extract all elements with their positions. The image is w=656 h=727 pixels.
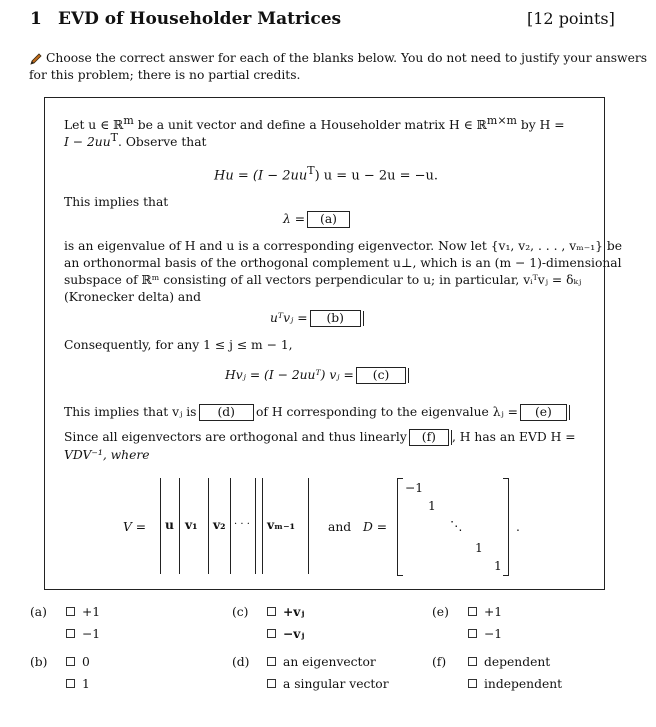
implies-text: This implies that (64, 195, 169, 209)
answer-c-option1[interactable]: +vⱼ (267, 604, 304, 620)
matrix-v-col-v1: v₁ (185, 517, 198, 532)
frame-right-rule (604, 97, 605, 590)
answer-a-label: (a) (30, 605, 47, 619)
matrix-d-entry-2: 1 (428, 499, 436, 513)
equation-hvj: Hvⱼ = (I − 2uuᵀ) vⱼ = (c) (225, 367, 409, 384)
points-label: [12 points] (527, 9, 615, 28)
answer-f-option2[interactable]: independent (468, 676, 562, 692)
matrix-d-period: . (516, 520, 520, 534)
problem-line7: Consequently, for any 1 ≤ j ≤ m − 1, (64, 338, 293, 352)
matrix-d-entry-3: 1 (475, 541, 483, 555)
matrix-d (393, 478, 515, 576)
checkbox-icon[interactable] (468, 629, 477, 638)
problem-line4: an orthonormal basis of the orthogonal complement u⊥, which is an (m − 1)-dimensional (64, 256, 622, 270)
problem-line9: Since all eigenvectors are orthogonal and thus linearly (f) , H has an EVD H = (64, 430, 576, 444)
answer-f-label: (f) (432, 655, 447, 669)
answer-b-option1[interactable]: 0 (66, 654, 90, 670)
checkbox-icon[interactable] (267, 607, 276, 616)
checkbox-icon[interactable] (468, 679, 477, 688)
answer-a-option1[interactable]: +1 (66, 604, 100, 620)
checkbox-icon[interactable] (468, 607, 477, 616)
blank-f: (f) (409, 429, 449, 446)
answer-a-option2[interactable]: −1 (66, 626, 100, 642)
instructions-line1: Choose the correct answer for each of the blanks below. You do not need to justify your answers (46, 51, 648, 65)
matrix-v-col-vm1: vₘ₋₁ (267, 517, 295, 532)
checkbox-icon[interactable] (66, 657, 75, 666)
matrix-d-label: D = (363, 520, 388, 534)
blank-c: (c) (356, 367, 406, 384)
section-title: EVD of Householder Matrices (58, 9, 342, 29)
section-number: 1 (30, 9, 42, 29)
blank-b: (b) (310, 310, 361, 327)
matrix-v (148, 476, 316, 576)
answer-e-option2[interactable]: −1 (468, 626, 502, 642)
checkbox-icon[interactable] (468, 657, 477, 666)
answer-b-label: (b) (30, 655, 48, 669)
matrix-v-col-u: u (165, 517, 174, 532)
frame-top-rule (44, 97, 604, 98)
problem-line2: $I - 2uu^T$. Observe that (64, 131, 207, 150)
equation-utv: uᵀvⱼ = (b) (270, 310, 364, 327)
blank-a: (a) (307, 211, 350, 228)
problem-line3: is an eigenvalue of H and u is a corresponding eigenvector. Now let {v₁, v₂, . . . , vₘ₋₁} be (64, 239, 623, 253)
checkbox-icon[interactable] (267, 629, 276, 638)
matrix-v-label: V = (123, 520, 147, 534)
and-label: and (328, 520, 352, 534)
frame-bottom-rule (44, 589, 605, 590)
problem-line5: subspace of ℝᵐ consisting of all vectors perpendicular to u; in particular, vᵢᵀvⱼ = δₖⱼ (64, 273, 582, 287)
problem-line1: Let u ∈ ℝ$^m$ be a unit vector and define a Householder matrix H ∈ ℝ$^{m\times m}$ by H = (64, 114, 565, 133)
problem-line8: This implies that vⱼ is (d) of H corresponding to the eigenvalue λⱼ = (e) (64, 404, 570, 421)
checkbox-icon[interactable] (66, 629, 75, 638)
answer-f-option1[interactable]: dependent (468, 654, 550, 670)
problem-line6: (Kronecker delta) and (64, 290, 202, 304)
checkbox-icon[interactable] (66, 679, 75, 688)
frame-left-rule (44, 97, 45, 590)
matrix-d-entry-4: 1 (494, 559, 502, 573)
answer-d-option2[interactable]: a singular vector (267, 676, 389, 692)
matrix-v-col-v2: v₂ (213, 517, 226, 532)
matrix-d-dots: ⋱ (450, 519, 463, 533)
equation-lambda: λ = (a) (283, 211, 352, 228)
blank-e: (e) (520, 404, 567, 421)
checkbox-icon[interactable] (66, 607, 75, 616)
checkbox-icon[interactable] (267, 679, 276, 688)
answer-c-label: (c) (232, 605, 249, 619)
instructions-line2: for this problem; there is no partial credits. (29, 68, 301, 82)
answer-d-option1[interactable]: an eigenvector (267, 654, 376, 670)
answer-c-option2[interactable]: −vⱼ (267, 626, 304, 642)
matrix-v-col-dots: · · · (234, 519, 250, 530)
blank-d: (d) (199, 404, 254, 421)
matrix-d-entry-1: −1 (405, 481, 424, 495)
answer-b-option2[interactable]: 1 (66, 676, 90, 692)
problem-line10: VDV⁻¹, where (64, 448, 150, 462)
equation-hu: $Hu = (I - 2uu^T)$ u = u − 2u = −u. (214, 164, 439, 184)
answer-e-label: (e) (432, 605, 449, 619)
answer-d-label: (d) (232, 655, 250, 669)
checkbox-icon[interactable] (267, 657, 276, 666)
answer-e-option1[interactable]: +1 (468, 604, 502, 620)
